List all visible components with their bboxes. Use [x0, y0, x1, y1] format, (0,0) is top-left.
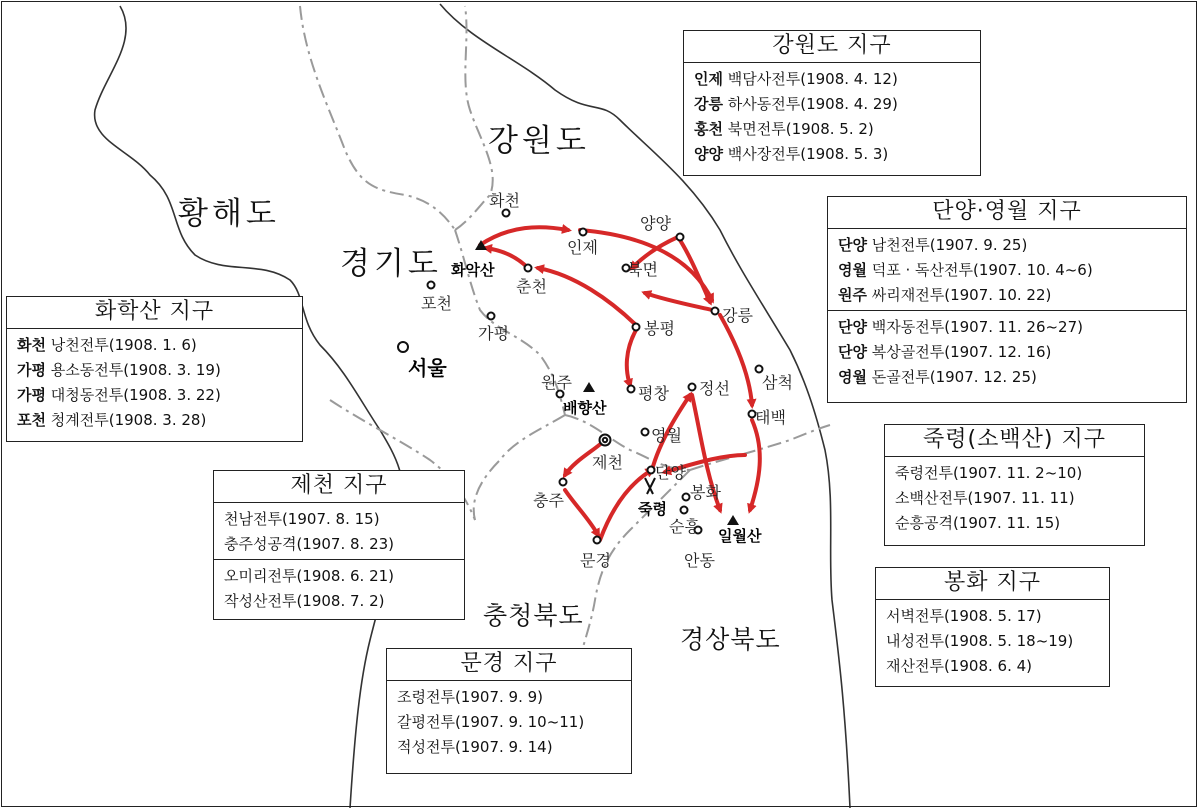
label-yeongwol: 영월	[651, 426, 682, 445]
label-ilwolsan: 일월산	[718, 527, 762, 545]
battle-entry: 단양 남천전투(1907. 9. 25)	[838, 236, 1028, 254]
label-gapyeong: 가평	[478, 324, 509, 343]
battle-entry: 원주 싸리재전투(1907. 10. 22)	[838, 286, 1052, 304]
battle-entry: 강릉 하사동전투(1908. 4. 29)	[694, 95, 898, 113]
battle-entry: 천남전투(1907. 8. 15)	[224, 510, 380, 528]
label-andong: 안동	[684, 551, 715, 570]
label-danyang: 단양	[655, 463, 686, 482]
battle-entry: 조령전투(1907. 9. 9)	[397, 688, 543, 706]
battle-entry: 순흥공격(1907. 11. 15)	[895, 514, 1061, 532]
battle-entry: 재산전투(1908. 6. 4)	[886, 657, 1032, 675]
label-hwaaksan: 화악산	[451, 261, 495, 279]
label-bongpyeong: 봉평	[644, 319, 675, 338]
battle-entry: 가평 용소동전투(1908. 3. 19)	[17, 361, 221, 379]
label-baehyangsan: 배향산	[563, 399, 607, 417]
province-gyeongbuk: 경상북도	[680, 625, 781, 654]
dot-danyang	[648, 467, 655, 474]
province-gangwon: 강원도	[488, 123, 590, 159]
route-bongpyeong-chuncheon	[538, 268, 636, 325]
label-wonju: 원주	[541, 373, 572, 392]
label-inje: 인제	[567, 238, 598, 257]
dot-gapyeong	[488, 313, 495, 320]
dot-chungju	[560, 479, 567, 486]
box-jecheon-items-b	[214, 559, 464, 616]
battle-entry: 영월 덕포 · 독산전투(1907. 10. 4~6)	[838, 261, 1093, 279]
label-bonghwa: 봉화	[690, 483, 721, 502]
dot-bongpyeong	[633, 324, 640, 331]
box-jecheon	[213, 470, 465, 620]
box-hwaak-items	[7, 329, 302, 435]
border-hwanghae-gyeonggi	[300, 6, 455, 230]
box-mungyeong	[386, 648, 632, 774]
battle-entry: 포천 청계전투(1908. 3. 28)	[17, 411, 207, 429]
label-yangyang: 양양	[640, 214, 671, 233]
battle-entry: 서벽전투(1908. 5. 17)	[886, 607, 1042, 625]
dot-jeongseon	[689, 384, 696, 391]
dot-soonheung	[681, 507, 688, 514]
box-gangwon-items	[684, 63, 980, 169]
label-taebaek: 태백	[755, 408, 786, 427]
battle-entry: 적성전투(1907. 9. 14)	[397, 738, 553, 756]
label-mungyeong: 문경	[580, 551, 611, 570]
box-jukryeong-items	[885, 457, 1144, 538]
box-bonghwa	[875, 567, 1110, 687]
route-yangyang-gangneung	[678, 237, 710, 302]
label-hwacheon: 화천	[489, 191, 520, 210]
dot-yeongwol	[642, 429, 649, 436]
box-jukryeong	[884, 424, 1145, 546]
battle-entry: 내성전투(1908. 5. 18~19)	[886, 632, 1074, 650]
label-pyeongchang: 평창	[638, 384, 669, 403]
mountain-baehyangsan	[583, 382, 595, 392]
battle-entry: 영월 돈골전투(1907. 12. 25)	[838, 368, 1037, 386]
box-gangwon-title: 강원도 지구	[684, 31, 980, 63]
route-hwaak-inje	[480, 227, 568, 245]
label-pocheon: 포천	[421, 294, 452, 313]
label-seoul: 서울	[408, 356, 447, 380]
dot-jecheon-inner	[603, 438, 607, 442]
battle-entry: 단양 복상골전투(1907. 12. 16)	[838, 343, 1052, 361]
route-gangneung-bukmyeon	[645, 293, 712, 310]
battle-entry: 죽령전투(1907. 11. 2~10)	[895, 464, 1083, 482]
box-bonghwa-title: 봉화 지구	[876, 568, 1109, 600]
box-jecheon-items-a	[214, 503, 464, 559]
route-taebaek-ilwolsan	[750, 420, 760, 510]
box-danyang-items-a	[828, 229, 1186, 310]
box-gangwon	[683, 30, 981, 176]
label-chuncheon: 춘천	[516, 277, 547, 296]
mountain-ilwolsan	[727, 515, 739, 525]
box-mungyeong-title: 문경 지구	[387, 649, 631, 681]
route-chungju-mungyeong	[565, 490, 598, 535]
dot-pyeongchang	[628, 386, 635, 393]
dot-mungyeong	[594, 537, 601, 544]
battle-entry: 단양 백자동전투(1907. 11. 26~27)	[838, 318, 1083, 336]
box-mungyeong-items	[387, 681, 631, 762]
battle-entry: 갈평전투(1907. 9. 10~11)	[397, 713, 585, 731]
battle-entry: 소백산전투(1907. 11. 11)	[895, 489, 1075, 507]
battle-entry: 가평 대청동전투(1908. 3. 22)	[17, 386, 221, 404]
battle-entry: 인제 백담사전투(1908. 4. 12)	[694, 70, 898, 88]
battle-entry: 오미리전투(1908. 6. 21)	[224, 567, 395, 585]
dot-yangyang	[677, 234, 684, 241]
box-jukryeong-title: 죽령(소백산) 지구	[885, 425, 1144, 457]
battle-entry: 화천 낭천전투(1908. 1. 6)	[17, 336, 197, 354]
battle-entry: 홍천 북면전투(1908. 5. 2)	[694, 120, 874, 138]
route-bongpyeong-pyeongchang	[627, 330, 636, 385]
box-danyang-items-b	[828, 310, 1186, 392]
province-gyeonggi: 경기도	[340, 246, 442, 282]
pass-jukryeong	[645, 478, 655, 494]
battle-entry: 양양 백사장전투(1908. 5. 3)	[694, 145, 889, 163]
box-jecheon-title: 제천 지구	[214, 471, 464, 503]
label-jukryeong: 죽령	[638, 500, 667, 518]
box-danyang	[827, 196, 1187, 403]
dot-gangneung	[712, 308, 719, 315]
label-samcheok: 삼척	[762, 373, 793, 392]
province-hwanghae: 황해도	[178, 196, 280, 232]
box-hwaak-title: 화학산 지구	[7, 297, 302, 329]
dot-bonghwa	[683, 494, 690, 501]
label-chungju: 충주	[533, 491, 564, 510]
dot-chuncheon	[525, 265, 532, 272]
battle-entry: 작성산전투(1908. 7. 2)	[224, 592, 385, 610]
dot-seoul	[398, 342, 408, 352]
box-danyang-title: 단양·영월 지구	[828, 197, 1186, 229]
label-bukmyeon: 북면	[627, 260, 658, 279]
box-hwaak	[6, 296, 303, 442]
label-jecheon: 제천	[592, 453, 623, 472]
label-soonheung: 순흥	[669, 517, 700, 536]
box-bonghwa-items	[876, 600, 1109, 681]
battle-entry: 충주성공격(1907. 8. 23)	[224, 535, 395, 553]
province-chungbuk: 충청북도	[483, 601, 584, 630]
label-gangneung: 강릉	[722, 306, 753, 325]
label-jeongseon: 정선	[699, 379, 730, 398]
